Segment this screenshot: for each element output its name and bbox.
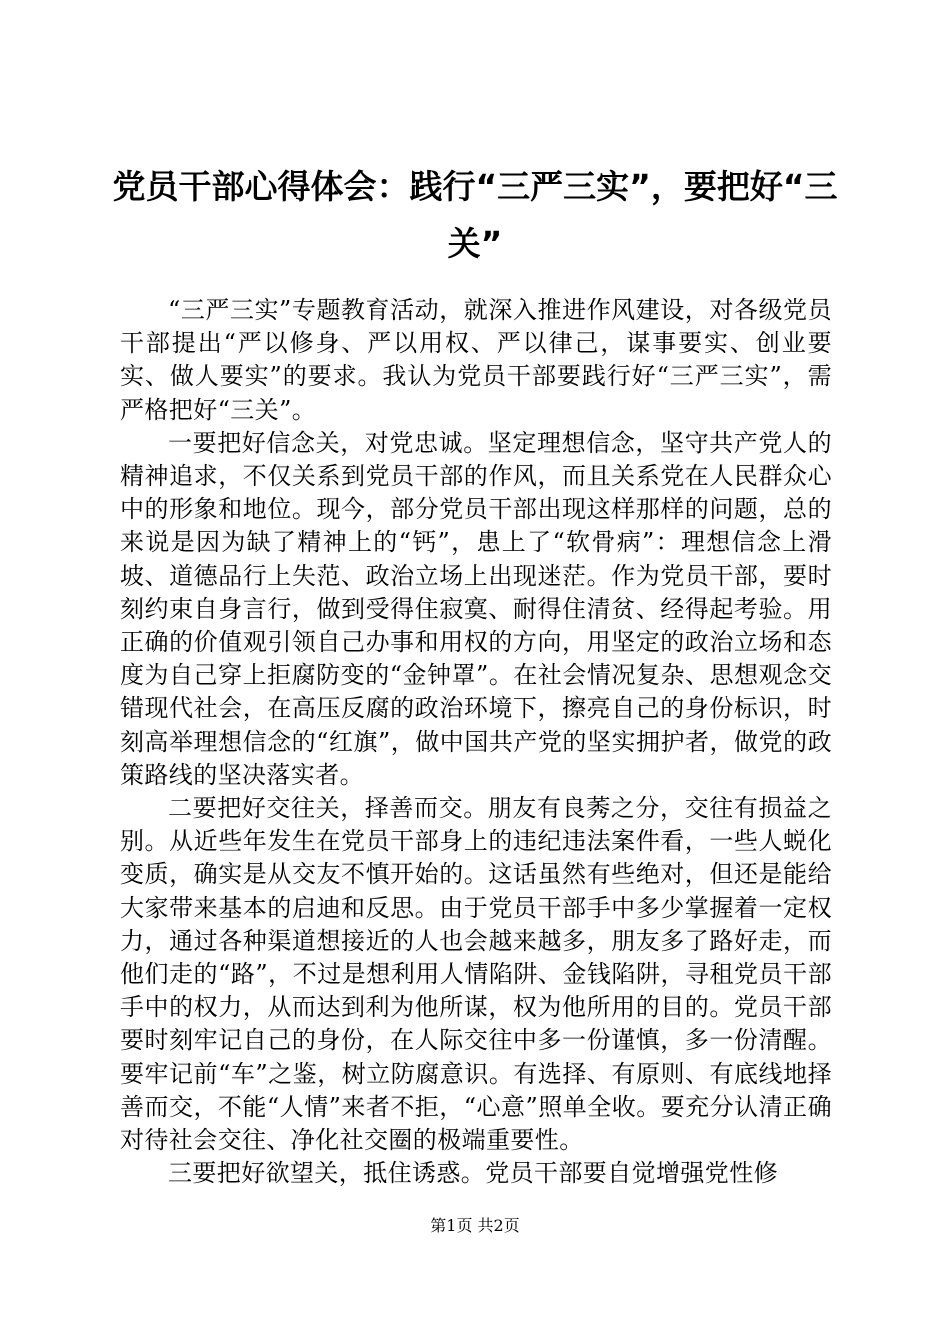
paragraph-2: 一要把好信念关，对党忠诚。坚定理想信念，坚守共产党人的精神追求，不仅关系到党员干部的作风，而且关系党在人民群众心中的形象和地位。现今，部分党员干部出现这样那样的问题，总的来说是因为缺了精神上的“钙”，患上了“软骨病”：理想信念上滑坡、道德品行上失范、政治立场上出现迷茫。作为党员干部，要时刻约束自身言行，做到受得住寂寞、耐得住清贫、经得起考验。用正确的价值观引领自己办事和用权的方向，用坚定的政治立场和态度为自己穿上拒腐防变的“金钟罩”。在社会情况复杂、思想观念交错现代社会，在高压反腐的政治环境下，擦亮自己的身份标识，时刻高举理想信念的“红旗”，做中国共产党的坚实拥护者，做党的政策路线的坚决落实者。 xyxy=(120,428,832,789)
document-title: 党员干部心得体会：践行“三严三实”，要把好“三关” xyxy=(112,167,838,263)
page-number: 第1页 共2页 xyxy=(430,1216,520,1235)
paragraph-1: “三严三实”专题教育活动，就深入推进作风建设，对各级党员干部提出“严以修身、严以用权、严以律己，谋事要实、创业要实、做人要实”的要求。我认为党员干部要践行好“三严三实”，需严格把好“三关”。 xyxy=(120,296,832,424)
document-body xyxy=(120,294,832,1190)
paragraph-3: 二要把好交往关，择善而交。朋友有良莠之分，交往有损益之别。从近些年发生在党员干部身上的违纪违法案件看，一些人蜕化变质，确实是从交友不慎开始的。这话虽然有些绝对，但还是能给大家带来基本的启迪和反思。由于党员干部手中多少掌握着一定权力，通过各种渠道想接近的人也会越来越多，朋友多了路好走，而他们走的“路”，不过是想利用人情陷阱、金钱陷阱，寻租党员干部手中的权力，从而达到利为他所谋，权为他所用的目的。党员干部要时刻牢记自己的身份，在人际交往中多一份谨慎，多一份清醒。要牢记前“车”之鉴，树立防腐意识。有选择、有原则、有底线地择善而交，不能“人情”来者不拒，“心意”照单全收。要充分认清正确对待社会交往、净化社交圈的极端重要性。 xyxy=(120,794,832,1155)
paragraph-4: 三要把好欲望关，抵住诱惑。党员干部要自觉增强党性修 xyxy=(168,1159,778,1188)
